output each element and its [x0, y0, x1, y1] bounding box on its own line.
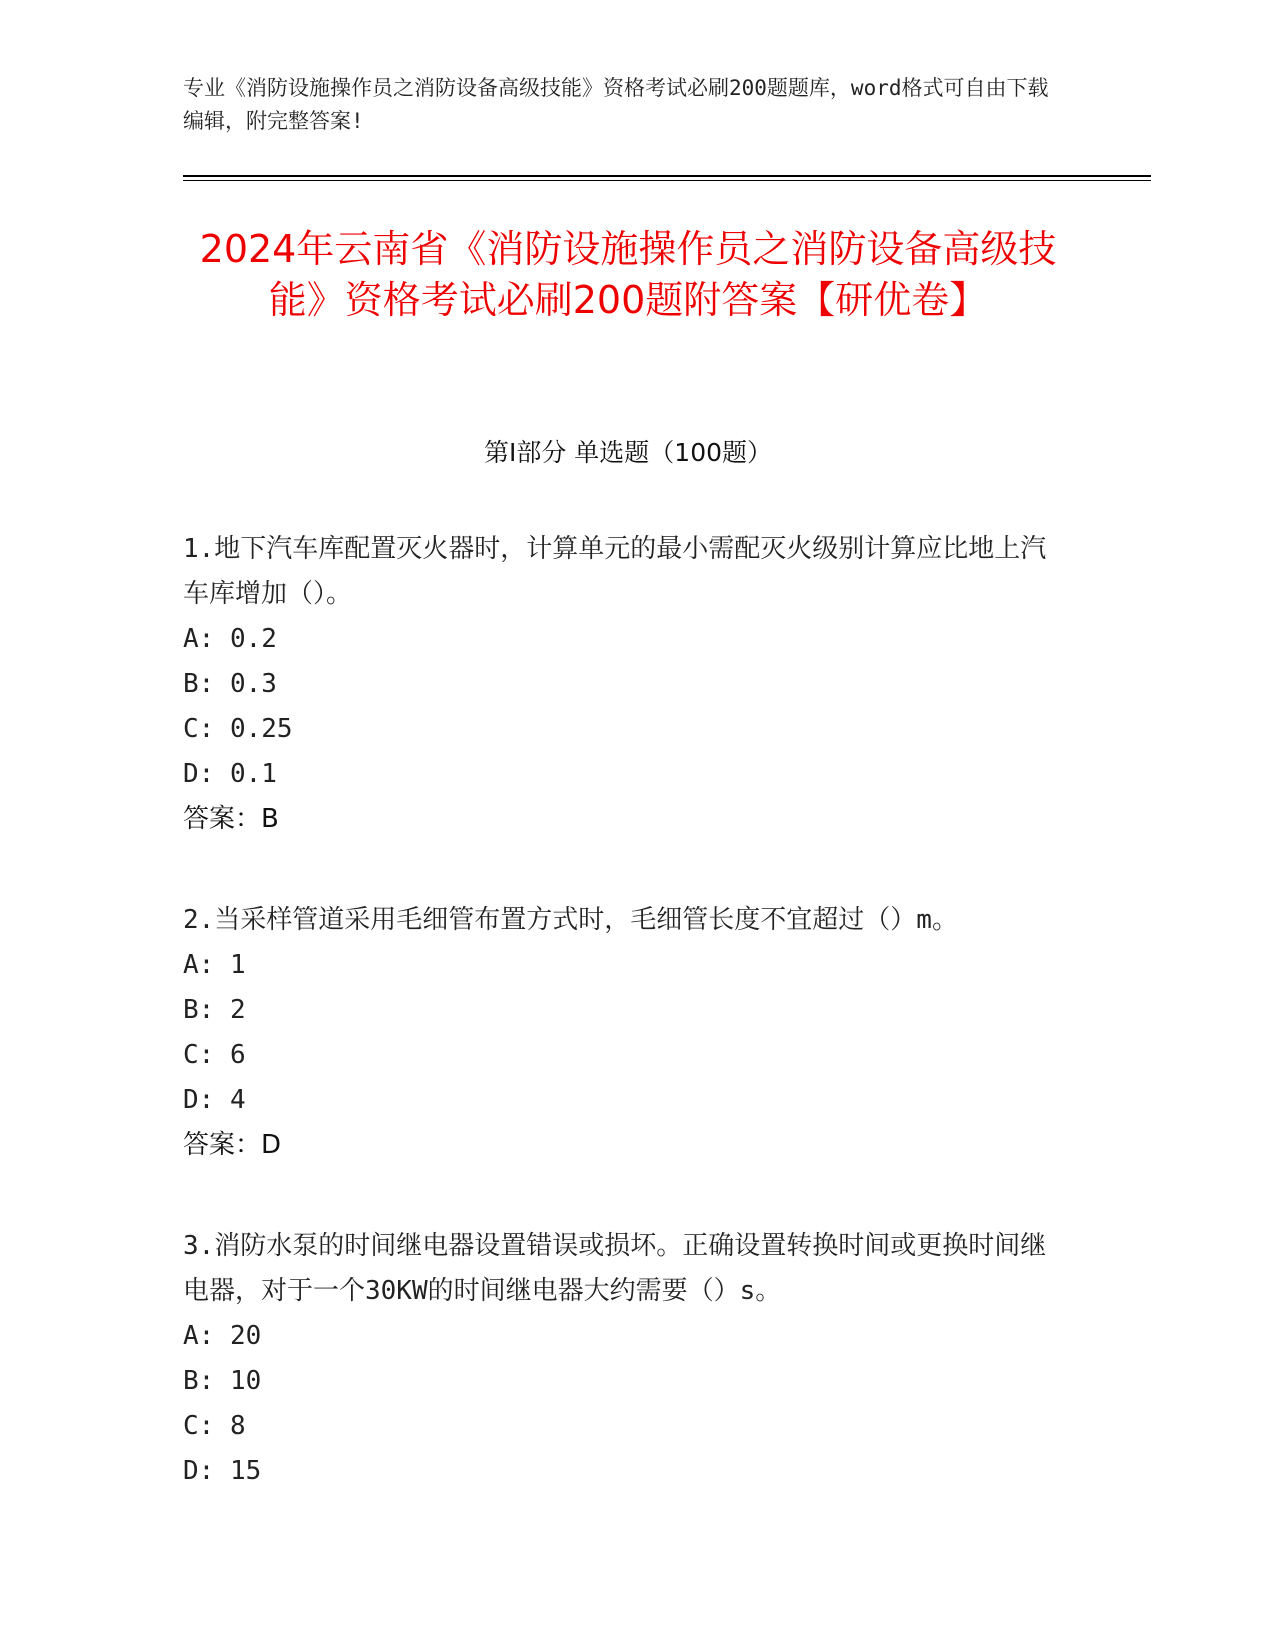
option-b: B: 0.3 — [183, 669, 277, 699]
document-title: 2024年云南省《消防设施操作员之消防设备高级技能》资格考试必刷200题附答案【研优卷】 — [199, 227, 1057, 322]
question-stem: 3.消防水泵的时间继电器设置错误或损坏。正确设置转换时间或更换时间继电器，对于一个30KW的时间继电器大约需要（）s。 — [183, 1231, 1047, 1306]
option-c: C: 0.25 — [183, 714, 293, 744]
header-rule-thin — [183, 180, 1151, 181]
header-note: 专业《消防设施操作员之消防设备高级技能》资格考试必刷200题题库，word格式可自由下载编辑，附完整答案! — [183, 76, 1049, 133]
option-a: A: 1 — [183, 950, 246, 980]
question-stem: 1.地下汽车库配置灭火器时，计算单元的最小需配灭火级别计算应比地上汽车库增加（）。 — [183, 534, 1047, 609]
option-a: A: 0.2 — [183, 624, 277, 654]
question-2 — [183, 898, 1053, 1168]
answer-line: 答案：D — [183, 1130, 282, 1160]
option-c: C: 8 — [183, 1411, 246, 1441]
question-3 — [183, 1224, 1053, 1494]
section-heading: 第I部分 单选题（100题） — [483, 438, 773, 467]
header-rule-thick — [183, 175, 1151, 177]
option-d: D: 0.1 — [183, 759, 277, 789]
option-b: B: 2 — [183, 995, 246, 1025]
option-d: D: 15 — [183, 1456, 262, 1486]
question-stem: 2.当采样管道采用毛细管布置方式时，毛细管长度不宜超过（）m。 — [183, 905, 958, 935]
question-list — [183, 527, 1053, 1550]
option-b: B: 10 — [183, 1366, 262, 1396]
option-c: C: 6 — [183, 1040, 246, 1070]
question-1 — [183, 527, 1053, 842]
option-d: D: 4 — [183, 1085, 246, 1115]
answer-line: 答案：B — [183, 804, 279, 834]
option-a: A: 20 — [183, 1321, 262, 1351]
